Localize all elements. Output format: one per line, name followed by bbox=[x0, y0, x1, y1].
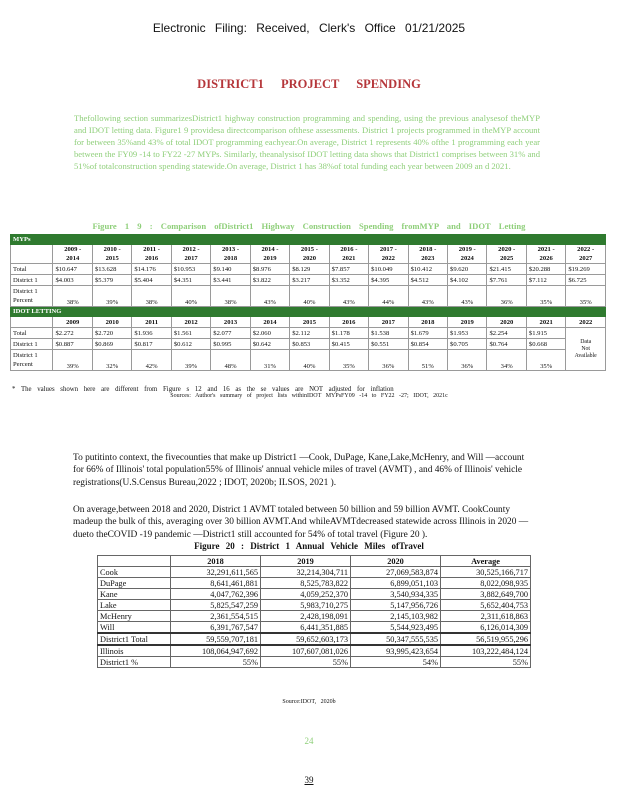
table-row bbox=[11, 350, 606, 371]
value-cell: 6,126,014,309 bbox=[441, 622, 531, 634]
value-cell: $2.272 bbox=[53, 328, 92, 339]
year-cell: 2015 bbox=[290, 317, 329, 328]
filing-header: Electronic Filing: Received, Clerk's Office 01/21/2025 bbox=[152, 21, 466, 35]
value-cell: 55% bbox=[171, 657, 261, 668]
year-cell: 2009 - 2014 bbox=[53, 245, 92, 264]
value-cell: $1.178 bbox=[329, 328, 368, 339]
value-cell: 3,882,649,700 bbox=[441, 589, 531, 600]
page-number: 39 bbox=[304, 775, 314, 785]
value-cell: 5,147,956,726 bbox=[351, 600, 441, 611]
value-cell: $3.441 bbox=[211, 275, 250, 286]
row-label: District 1 Percent bbox=[11, 286, 53, 307]
value-cell: $0.995 bbox=[211, 339, 250, 350]
year-cell: 2014 bbox=[250, 317, 289, 328]
value-cell: $10.953 bbox=[171, 264, 210, 275]
value-cell: $1.561 bbox=[171, 328, 210, 339]
year-cell: 2011 bbox=[132, 317, 171, 328]
percent-cell: 36% bbox=[369, 350, 408, 371]
year-cell: 2021 bbox=[526, 317, 565, 328]
year-cell: 2022 bbox=[566, 317, 606, 328]
value-cell: 59,652,603,173 bbox=[261, 633, 351, 645]
myp-section-header bbox=[11, 235, 606, 245]
percent-cell: 40% bbox=[290, 286, 329, 307]
value-cell: 59,559,707,181 bbox=[171, 633, 261, 645]
value-cell: 55% bbox=[441, 657, 531, 668]
year-cell: 2013 - 2018 bbox=[211, 245, 250, 264]
value-cell: $0.705 bbox=[448, 339, 487, 350]
original-page-number: 24 bbox=[304, 736, 314, 746]
value-cell: $7.112 bbox=[526, 275, 565, 286]
value-cell: $0.642 bbox=[250, 339, 289, 350]
figure-19-table bbox=[10, 234, 606, 371]
county-name: DuPage bbox=[98, 578, 171, 589]
percent-cell: 35% bbox=[526, 286, 565, 307]
value-cell: $0.887 bbox=[53, 339, 92, 350]
avmt-district-pct-row bbox=[98, 657, 531, 668]
value-cell: 107,607,081,026 bbox=[261, 645, 351, 657]
row-label: Total bbox=[11, 328, 53, 339]
percent-cell: 31% bbox=[250, 350, 289, 371]
value-cell: $9.140 bbox=[211, 264, 250, 275]
value-cell: 93,995,423,654 bbox=[351, 645, 441, 657]
value-cell: $7.857 bbox=[329, 264, 368, 275]
percent-cell: 44% bbox=[369, 286, 408, 307]
percent-cell: 35% bbox=[329, 350, 368, 371]
year-cell: 2012 bbox=[171, 317, 210, 328]
percent-cell: 39% bbox=[92, 286, 131, 307]
value-cell: 56,519,955,296 bbox=[441, 633, 531, 645]
value-cell: 8,641,461,881 bbox=[171, 578, 261, 589]
row-label: District 1 Percent bbox=[11, 350, 53, 371]
section-label: IDOT LETTING bbox=[11, 307, 606, 317]
value-cell: $2.254 bbox=[487, 328, 526, 339]
value-cell: $4.351 bbox=[171, 275, 210, 286]
percent-cell: 35% bbox=[566, 286, 606, 307]
figure-20-title: Figure 20 : District 1 Annual Vehicle Miles ofTravel bbox=[194, 541, 424, 551]
data-not-available-cell: Data Not Available bbox=[566, 328, 606, 371]
value-cell: 32,291,611,565 bbox=[171, 567, 261, 578]
percent-cell: 36% bbox=[487, 286, 526, 307]
value-cell: $2.077 bbox=[211, 328, 250, 339]
value-cell: $10.049 bbox=[369, 264, 408, 275]
value-cell: 2,145,103,982 bbox=[351, 611, 441, 622]
year-cell: 2021 - 2026 bbox=[526, 245, 565, 264]
value-cell: $1.915 bbox=[526, 328, 565, 339]
percent-cell: 43% bbox=[448, 286, 487, 307]
value-cell: $14.176 bbox=[132, 264, 171, 275]
table-row bbox=[11, 264, 606, 275]
avmt-county-row bbox=[98, 611, 531, 622]
county-name: Kane bbox=[98, 589, 171, 600]
percent-cell: 48% bbox=[211, 350, 250, 371]
value-cell: $0.551 bbox=[369, 339, 408, 350]
myp-year-row bbox=[11, 245, 606, 264]
value-cell: 108,064,947,692 bbox=[171, 645, 261, 657]
percent-cell: 39% bbox=[53, 350, 92, 371]
value-cell: $1.953 bbox=[448, 328, 487, 339]
percent-cell: 40% bbox=[171, 286, 210, 307]
value-cell: $4.395 bbox=[369, 275, 408, 286]
value-cell: $0.612 bbox=[171, 339, 210, 350]
value-cell: $4.102 bbox=[448, 275, 487, 286]
value-cell: 5,825,547,259 bbox=[171, 600, 261, 611]
year-cell: 2013 bbox=[211, 317, 250, 328]
row-label: Total bbox=[11, 264, 53, 275]
inflation-note: * The values shown here are different from Figure s 12 and 16 as the se values are NOT adjusted for inflation bbox=[12, 386, 394, 393]
year-cell: 2018 - 2023 bbox=[408, 245, 447, 264]
value-cell: $4.512 bbox=[408, 275, 447, 286]
percent-cell: 38% bbox=[53, 286, 92, 307]
column-header: 2020 bbox=[351, 556, 441, 567]
column-header: Average bbox=[441, 556, 531, 567]
column-header bbox=[98, 556, 171, 567]
value-cell: $7.761 bbox=[487, 275, 526, 286]
value-cell: $13.628 bbox=[92, 264, 131, 275]
value-cell: $0.854 bbox=[408, 339, 447, 350]
value-cell: 6,441,351,885 bbox=[261, 622, 351, 634]
value-cell: 4,059,252,370 bbox=[261, 589, 351, 600]
row-label: District 1 bbox=[11, 275, 53, 286]
context-paragraph: To putitinto context, the fivecounties that make up District1 —Cook, DuPage, Kane,Lake,McHenry, and Will —account for 66% of Illinois' total population55% of Illinois' annual vehicle miles of travel (AVMT) , and 46% of Illinois' vehicle registrations(U.S.Census Bureau,2022 ; IDOT, 2020b; ILSOS, 2021 ). bbox=[73, 453, 525, 488]
value-cell: 2,361,554,515 bbox=[171, 611, 261, 622]
value-cell: $5.379 bbox=[92, 275, 131, 286]
value-cell: 32,214,304,711 bbox=[261, 567, 351, 578]
value-cell: 2,311,618,863 bbox=[441, 611, 531, 622]
percent-cell: 38% bbox=[132, 286, 171, 307]
value-cell: 5,983,710,275 bbox=[261, 600, 351, 611]
value-cell: 8,022,098,935 bbox=[441, 578, 531, 589]
year-cell: 2019 bbox=[448, 317, 487, 328]
year-cell: 2011 - 2016 bbox=[132, 245, 171, 264]
column-header: 2019 bbox=[261, 556, 351, 567]
avmt-county-row bbox=[98, 600, 531, 611]
year-cell: 2015 - 2020 bbox=[290, 245, 329, 264]
avmt-header-row bbox=[98, 556, 531, 567]
value-cell: $1.936 bbox=[132, 328, 171, 339]
value-cell: $2.112 bbox=[290, 328, 329, 339]
value-cell: 5,652,404,753 bbox=[441, 600, 531, 611]
value-cell: 3,540,934,335 bbox=[351, 589, 441, 600]
year-cell: 2019 - 2024 bbox=[448, 245, 487, 264]
percent-cell: 35% bbox=[526, 350, 565, 371]
year-cell: 2018 bbox=[408, 317, 447, 328]
avmt-county-row bbox=[98, 578, 531, 589]
year-cell: 2010 bbox=[92, 317, 131, 328]
figure-19-source: Sources: Author's summary of project lists withinIDOT MYPsFY09 -14 to FY22 -27; IDOT, 2021c bbox=[170, 393, 448, 399]
percent-cell: 42% bbox=[132, 350, 171, 371]
table-row bbox=[11, 275, 606, 286]
row-label: District 1 bbox=[11, 339, 53, 350]
row-label: District1 % bbox=[98, 657, 171, 668]
value-cell: $2.060 bbox=[250, 328, 289, 339]
value-cell: $19.269 bbox=[566, 264, 606, 275]
percent-cell: 32% bbox=[92, 350, 131, 371]
county-name: Lake bbox=[98, 600, 171, 611]
percent-cell: 39% bbox=[171, 350, 210, 371]
year-cell: 2020 bbox=[487, 317, 526, 328]
value-cell: $3.352 bbox=[329, 275, 368, 286]
table-row bbox=[11, 328, 606, 339]
figure-20-source: Source:IDOT, 2020b bbox=[282, 699, 336, 705]
table-cell bbox=[11, 245, 53, 264]
year-cell: 2010 - 2015 bbox=[92, 245, 131, 264]
year-cell: 2017 bbox=[369, 317, 408, 328]
avmt-illinois-row bbox=[98, 645, 531, 657]
figure-19-title: Figure 1 9 : Comparison ofDistrict1 Highway Construction Spending fromMYP and IDOT Letting bbox=[92, 221, 526, 231]
table-row bbox=[11, 286, 606, 307]
value-cell: $21.415 bbox=[487, 264, 526, 275]
value-cell: $1.679 bbox=[408, 328, 447, 339]
value-cell: $0.415 bbox=[329, 339, 368, 350]
table-row bbox=[11, 339, 606, 350]
year-cell: 2014 - 2019 bbox=[250, 245, 289, 264]
value-cell: 5,544,923,495 bbox=[351, 622, 441, 634]
value-cell: $2.720 bbox=[92, 328, 131, 339]
percent-cell: 36% bbox=[448, 350, 487, 371]
year-cell: 2022 - 2027 bbox=[566, 245, 606, 264]
value-cell: $0.853 bbox=[290, 339, 329, 350]
page-title: DISTRICT1 PROJECT SPENDING bbox=[197, 77, 421, 91]
avmt-county-row bbox=[98, 589, 531, 600]
year-cell: 2020 - 2025 bbox=[487, 245, 526, 264]
figure-20-table bbox=[97, 555, 531, 668]
value-cell: $0.817 bbox=[132, 339, 171, 350]
value-cell: $0.668 bbox=[526, 339, 565, 350]
section-label: MYPs bbox=[11, 235, 606, 245]
letting-year-row bbox=[11, 317, 606, 328]
value-cell: $4.003 bbox=[53, 275, 92, 286]
value-cell: 55% bbox=[261, 657, 351, 668]
table-cell bbox=[11, 317, 53, 328]
value-cell: 6,391,767,547 bbox=[171, 622, 261, 634]
value-cell: 54% bbox=[351, 657, 441, 668]
value-cell: 30,525,166,717 bbox=[441, 567, 531, 578]
avmt-county-row bbox=[98, 567, 531, 578]
year-cell: 2016 - 2021 bbox=[329, 245, 368, 264]
value-cell: 50,347,555,535 bbox=[351, 633, 441, 645]
value-cell: $3.822 bbox=[250, 275, 289, 286]
intro-paragraph: Thefollowing section summarizesDistrict1 highway construction programming and spending, using the previous analysesof theMYP and IDOT letting data. Figure1 9 providesa directcomparison ofthese assessments. District 1 projects programmed in theMYP account for between 35%and 43% of total IDOT programming eachyear.On average, District 1 represents 40% ofthe 1 programming each year between the FY09 -14 to FY22 -27 MYPs. Similarly, theanalysisof IDOT letting data shows that District1 comprises between 31% and 51%of totalconstruction spending statewide.On average, District 1 has 38%of total funding each year between 2009 an d 2021. bbox=[74, 113, 540, 172]
value-cell: $8.976 bbox=[250, 264, 289, 275]
value-cell: $1.538 bbox=[369, 328, 408, 339]
percent-cell: 43% bbox=[250, 286, 289, 307]
percent-cell: 40% bbox=[290, 350, 329, 371]
year-cell: 2009 bbox=[53, 317, 92, 328]
percent-cell: 34% bbox=[487, 350, 526, 371]
year-cell: 2016 bbox=[329, 317, 368, 328]
year-cell: 2017 - 2022 bbox=[369, 245, 408, 264]
percent-cell: 38% bbox=[211, 286, 250, 307]
county-name: Will bbox=[98, 622, 171, 634]
county-name: Cook bbox=[98, 567, 171, 578]
value-cell: $8.129 bbox=[290, 264, 329, 275]
value-cell: $10.647 bbox=[53, 264, 92, 275]
county-name: McHenry bbox=[98, 611, 171, 622]
avmt-county-row bbox=[98, 622, 531, 634]
value-cell: $0.764 bbox=[487, 339, 526, 350]
value-cell: 27,069,583,874 bbox=[351, 567, 441, 578]
percent-cell: 43% bbox=[408, 286, 447, 307]
value-cell: $20.288 bbox=[526, 264, 565, 275]
row-label: District1 Total bbox=[98, 633, 171, 645]
value-cell: $10.412 bbox=[408, 264, 447, 275]
value-cell: 103,222,484,124 bbox=[441, 645, 531, 657]
value-cell: $5.404 bbox=[132, 275, 171, 286]
value-cell: 6,899,051,103 bbox=[351, 578, 441, 589]
percent-cell: 43% bbox=[329, 286, 368, 307]
percent-cell: 51% bbox=[408, 350, 447, 371]
row-label: Illinois bbox=[98, 645, 171, 657]
letting-section-header bbox=[11, 307, 606, 317]
value-cell: $9.620 bbox=[448, 264, 487, 275]
avmt-paragraph: On average,between 2018 and 2020, District 1 AVMT totaled between 50 billion and 59 billion AVMT. CookCounty madeup the bulk of this, averaging over 30 billion AVMT.And whileAVMTdecreased statewide across Illinois in 2020 —dueto theCOVID -19 pandemic —District1 still accounted for 54% of total travel (Figure 20 ). bbox=[73, 505, 529, 540]
value-cell: 2,428,198,091 bbox=[261, 611, 351, 622]
column-header: 2018 bbox=[171, 556, 261, 567]
avmt-district-total-row bbox=[98, 633, 531, 645]
value-cell: 8,525,783,822 bbox=[261, 578, 351, 589]
value-cell: $0.869 bbox=[92, 339, 131, 350]
year-cell: 2012 - 2017 bbox=[171, 245, 210, 264]
value-cell: $3.217 bbox=[290, 275, 329, 286]
value-cell: 4,047,762,396 bbox=[171, 589, 261, 600]
value-cell: $6.725 bbox=[566, 275, 606, 286]
